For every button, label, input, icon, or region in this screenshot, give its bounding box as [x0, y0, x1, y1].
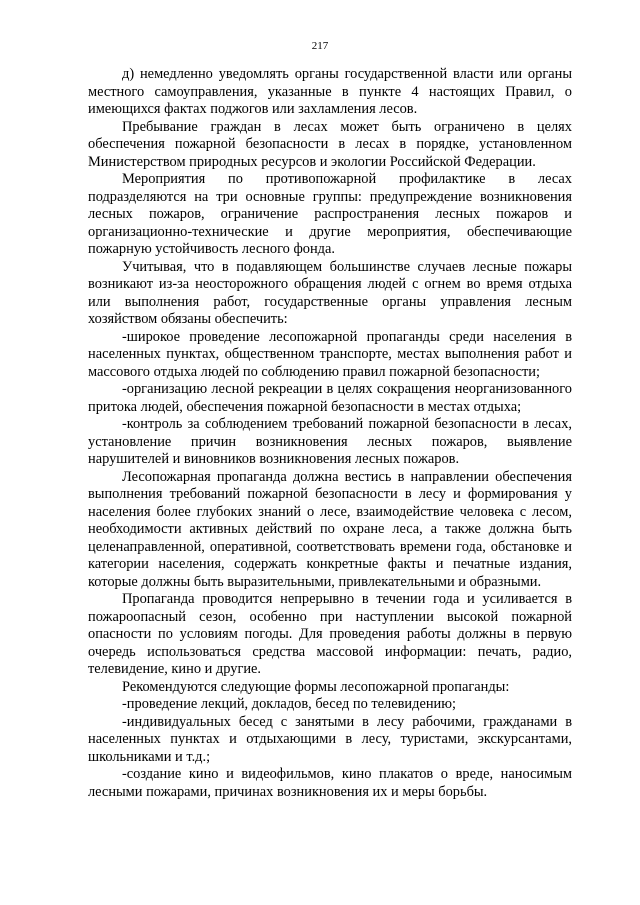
paragraph-propaganda-direction: Лесопожарная пропаганда должна вестись в направлении обеспечения выполнения требований пожарной безопасности в лесу и формирования у населения более глубоких знаний о лесе, взаимодействие человека с лесом, необходимости активных действий по охране леса, а также должна быть целенаправленной, оперативной, соответствовать времени года, обстановке и категории населения, содержать конкретные факты и печатные издания, которые должны быть выразительными, привлекательными и образными. [88, 468, 572, 590]
paragraph-authorities-duties: Учитывая, что в подавляющем большинстве случаев лесные пожары возникают из-за неосторожного обращения людей с огнем во время отдыха или выполнения работ, государственные органы управления лесным хозяйством обязаны обеспечить: [88, 258, 572, 327]
paragraph-notify: д) немедленно уведомлять органы государственной власти или органы местного самоуправления, указанные в пункте 4 настоящих Правил, о имеющихся фактах поджогов или захламления лесов. [88, 66, 572, 117]
body-text [88, 66, 572, 801]
page-number: 217 [311, 40, 329, 52]
list-item-lectures: -проведение лекций, докладов, бесед по телевидению; [122, 696, 456, 712]
list-item-recreation: -организацию лесной рекреации в целях сокращения неорганизованного притока людей, обеспечения пожарной безопасности в местах отдыха; [88, 381, 572, 415]
paragraph-measures-groups: Мероприятия по противопожарной профилактике в лесах подразделяются на три основные группы: предупреждение возникновения лесных пожаров, ограничение распространения лесных пожаров и организационно-технические и другие мероприятия, обеспечивающие пожарную устойчивость лесного фонда. [88, 171, 572, 257]
paragraph-propaganda-season: Пропаганда проводится непрерывно в течении года и усиливается в пожароопасный сезон, особенно при наступлении высокой пожарной опасности по условиям погоды. Для проведения работы должны в первую очередь использоваться средства массовой информации: печать, радио, телевидение, кино и другие. [88, 591, 572, 677]
list-item-individual-talks: -индивидуальных бесед с занятыми в лесу рабочими, гражданами в населенных пунктах и отдыхающими в лесу, туристами, экскурсантами, школьниками и т.д.; [88, 713, 572, 765]
paragraph-recommended-forms: Рекомендуются следующие формы лесопожарной пропаганды: [122, 678, 510, 695]
list-item-films: -создание кино и видеофильмов, кино плакатов о вреде, наносимым лесными пожарами, причинах возникновения их и меры борьбы. [88, 766, 572, 800]
list-item-control: -контроль за соблюдением требований пожарной безопасности в лесах, установление причин возникновения лесных пожаров, выявление нарушителей и виновников возникновения лесных пожаров. [88, 416, 572, 467]
paragraph-stay-restriction: Пребывание граждан в лесах может быть ограничено в целях обеспечения пожарной безопасности в лесах в порядке, установленном Министерством природных ресурсов и экологии Российской Федерации. [88, 118, 572, 170]
list-item-propaganda: -широкое проведение лесопожарной пропаганды среди населения в населенных пунктах, общественном транспорте, местах выполнения работ и массового отдыха людей по соблюдению правил пожарной безопасности; [88, 328, 572, 380]
